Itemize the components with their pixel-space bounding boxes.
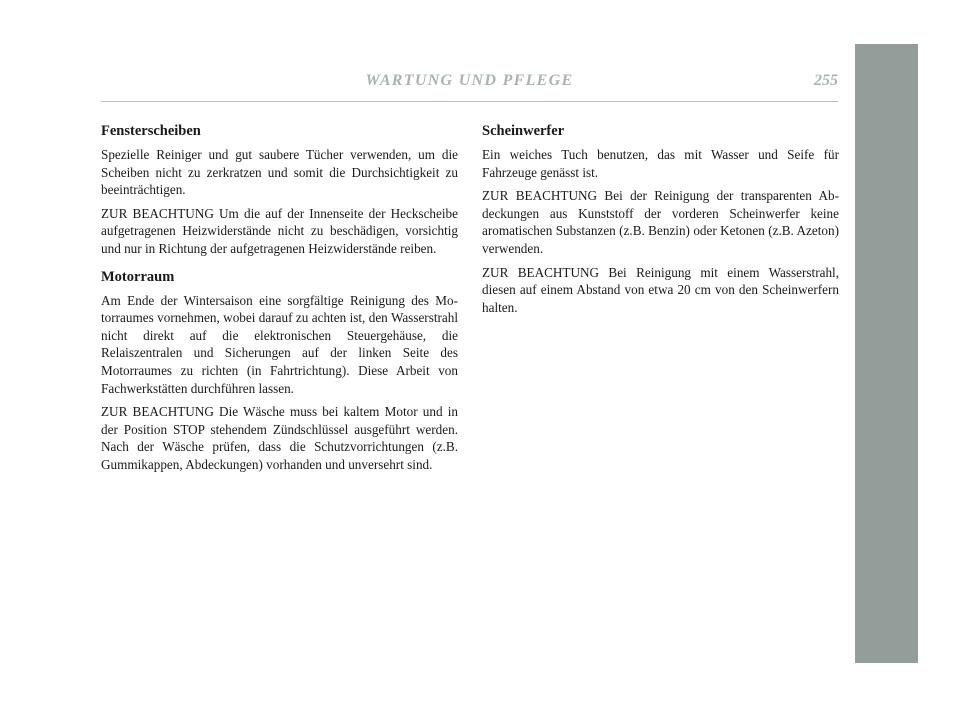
right-column	[482, 122, 839, 322]
paragraph: Ein weiches Tuch benutzen, das mit Wasser und Seife für Fahrzeuge genässt ist.	[482, 147, 839, 180]
section-heading-scheinwerfer: Scheinwerfer	[482, 123, 565, 139]
section-heading-motorraum: Motorraum	[101, 268, 175, 285]
paragraph: Spezielle Reiniger und gut saubere Tücher verwenden, um die Scheiben nicht zu zerkratzen und somit die Durchsichtigkeit zu beeinträchtigen.	[101, 147, 458, 198]
chapter-title: WARTUNG UND PFLEGE	[365, 72, 574, 89]
left-column	[101, 122, 458, 480]
paragraph: ZUR BEACHTUNG Bei Reinigung mit einem Wasserstrahl, diesen auf einem Abstand von etwa 20 cm von den Scheinwerfern halten.	[482, 264, 839, 315]
chapter-side-tab	[855, 44, 918, 663]
paragraph: ZUR BEACHTUNG Um die auf der Innenseite der Heckscheibe aufgetragenen Heizwiderstände nicht zu beschädigen, vorsichtig und nur in Richtung der aufgetragenen Heizwiderstände reiben.	[101, 205, 458, 256]
paragraph: Am Ende der Wintersaison eine sorgfältige Reinigung des Motorraumes vornehmen, wobei darauf zu achten ist, den Wasserstrahl nicht direkt auf die elektronischen Steuergehäuse, die Relaiszentralen und Sicherungen auf der linken Seite des Motorraumes zu richten (in Fahrtrichtung). Diese Arbeit von Fachwerkstätten durchführen lassen.	[101, 292, 458, 396]
paragraph: ZUR BEACHTUNG Die Wäsche muss bei kaltem Motor und in der Position STOP stehendem Zündschlüssel ausgeführt werden. Nach der Wäsche prüfen, dass die Schutzvorrichtungen (z.B. Gummikappen, Abdeckungen) vorhanden und unversehrt sind.	[101, 404, 458, 472]
paragraph: ZUR BEACHTUNG Bei der Reinigung der transparenten Abdeckungen aus Kunststoff der vorderen Scheinwerfer keine aromatischen Substanzen (z.B. Benzin) oder Ketonen (z.B. Azeton) verwenden.	[482, 188, 839, 256]
running-header	[101, 72, 838, 94]
section-heading-fensterscheiben: Fensterscheiben	[101, 123, 201, 139]
page-number: 255	[814, 72, 838, 89]
header-divider	[101, 101, 838, 102]
